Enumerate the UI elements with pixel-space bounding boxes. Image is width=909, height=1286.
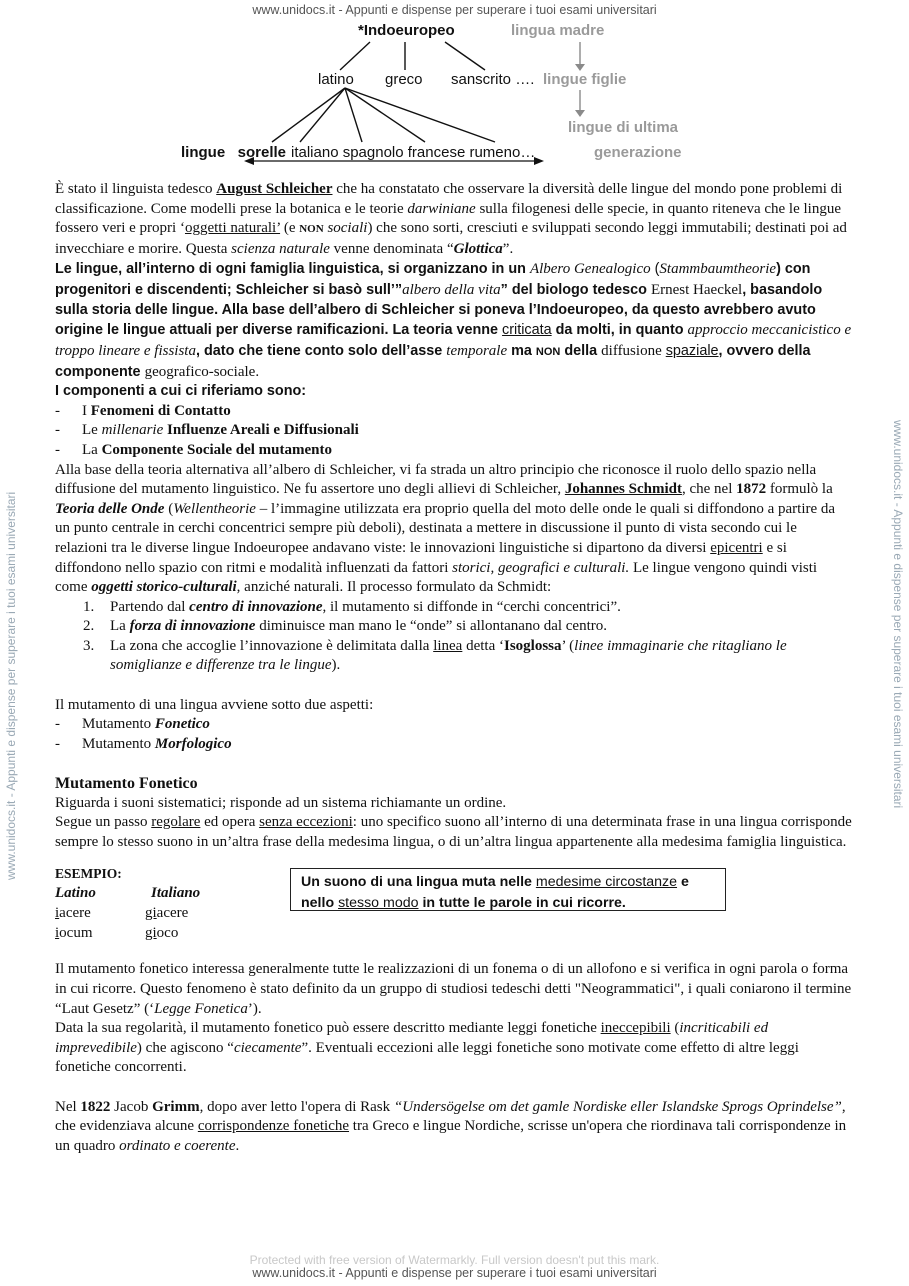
tree-root: *Indoeuropeo bbox=[358, 22, 455, 39]
tree-latino: latino bbox=[318, 71, 354, 88]
paragraph-neogrammatici: Il mutamento fonetico interessa generalmente tutte le realizzazioni di un fonema o di un allofono e si verifica in ogni parola o forma in cui ricorre. Questo fenomeno è stato definito da un gruppo di studiosi tedeschi detti "Neogrammatici", i quali coniarono il termine “Laut Gesetz” (‘Legge Fonetica’). bbox=[55, 961, 852, 1017]
paragraph-regolarita: Data la sua regolarità, il mutamento fonetico può essere descritto mediante leggi fonetiche ineccepibili (incriticabili ed imprevedibile) che agiscono “ciecamente”. Eventuali eccezioni alle leggi fonetiche sono motivate come effetto di altre leggi fonetiche concorrenti. bbox=[55, 1020, 799, 1076]
label-lingue-sorelle: lingue sorelle bbox=[181, 144, 287, 161]
watermark-top: www.unidocs.it - Appunti e dispense per superare i tuoi esami universitari bbox=[252, 3, 657, 17]
paragraph-grimm: Nel 1822 Jacob Grimm, dopo aver letto l'opera di Rask “Undersögelse om det gamle Nordiske eller Islandske Sprogs Oprindelse”, che evidenziava alcune corrispondenze fonetiche tra Greco e lingue Nordiche, scrisse un'opera che riordinava tali corrispondenze in un quadro ordinato e coerente. bbox=[55, 1098, 847, 1154]
components-intro: I componenti a cui ci riferiamo sono: bbox=[55, 383, 307, 400]
rule-box: Un suono di una lingua muta nelle medesime circostanze e nello stesso modo in tutte le parole in cui ricorre. bbox=[290, 868, 726, 911]
language-tree-diagram bbox=[0, 0, 909, 175]
label-lingue-figlie: lingue figlie bbox=[543, 71, 627, 88]
paragraph-albero-genealogico: Le lingue, all’interno di ogni famiglia linguistica, si organizzano in un Albero Genealogico (Stammbaumtheorie) con progenitori e discendenti; Schleicher si basò sull’”albero della vita” del biologo tedesco Ernest Haeckel, basandolo sulla storia delle lingue. Alla base dell’albero di Schleicher si poneva l’Indoeuropeo, da questo avrebbero avuto origine le lingue attuali per diverse ramificazioni. La teoria venne criticata da molti, in quanto approccio meccanicistico e troppo lineare e fissista, dato che tiene conto solo dell’asse temporale ma NON della diffusione spaziale, ovvero della componente geografico-sociale. bbox=[55, 261, 852, 380]
list-item: 1. Partendo dal centro di innovazione, il mutamento si diffonde in “cerchi concentrici”. bbox=[83, 598, 621, 615]
section-title-mutamento-fonetico: Mutamento Fonetico bbox=[55, 775, 198, 793]
document-body bbox=[55, 180, 853, 1156]
watermark-protected-notice: Protected with free version of Watermarkly. Full version doesn't put this mark. bbox=[249, 1253, 660, 1267]
paragraph-schleicher: È stato il linguista tedesco August Schleicher che ha constatato che osservare la diversità delle lingue del mondo pone problemi di classificazione. Come modelli prese la botanica e le teorie darwiniane sulla filogenesi delle specie, in quanto riteneva che le lingue fossero veri e propri ‘oggetti naturali’ (e NON sociali) che sono sorti, cresciuti e sviluppati secondo leggi immutabili; destinati poi ad invecchiare e morire. Questa scienza naturale venne denominata “Glottica”. bbox=[55, 181, 847, 257]
tree-greco: greco bbox=[385, 71, 423, 88]
tree-sanscrito: sanscrito …. bbox=[451, 71, 535, 88]
list-item: - Mutamento Fonetico bbox=[55, 716, 210, 733]
list-item: - Mutamento Morfologico bbox=[55, 735, 232, 752]
example-heading: ESEMPIO: bbox=[55, 866, 122, 882]
paragraph-schmidt: Alla base della teoria alternativa all’albero di Schleicher, vi fa strada un altro principio che riconosce il ruolo dello spazio nella diffusione del mutamento linguistico. Ne fu assertore uno degli allievi di Schleicher, Johannes Schmidt, che nel 1872 formulò la Teoria delle Onde (Wellentheorie – l’immagine utilizzata era proprio quella del moto delle onde le quali si diffondono a partire da un punto centrale in cerchi concentrici sempre più deboli), destinata a mettere in discussione il punto di vista secondo cui le relazioni tra le diverse lingue Indoeuropee andavano viste: le innovazioni linguistiche si dipartono da diversi epicentri e si diffondono nello spazio con ritmi e modalità influenzati da fattori storici, geografici e culturali. Le lingue vengono quindi visti come oggetti storico-culturali, anziché naturali. Il processo formulato da Schmidt: bbox=[55, 461, 836, 596]
fonetico-paragraph: Segue un passo regolare ed opera senza eccezioni: uno specifico suono all’interno di una determinata frase in una lingua corrisponde sempre lo stesso suono in un’altra frase della medesima lingua, o di un’altra lingua appartenente alla medesima famiglia linguistica. bbox=[55, 814, 852, 850]
tree-sisters-list: italiano spagnolo francese rumeno… bbox=[291, 144, 536, 161]
label-ultima-generazione: lingue di ultima bbox=[568, 119, 679, 136]
list-item: 3. La zona che accoglie l’innovazione è delimitata dalla linea detta ‘Isoglossa’ (linee immaginarie che ritagliano le somiglianze e differenze tra le lingue). bbox=[83, 637, 787, 674]
watermark-right: www.unidocs.it - Appunti e dispense per superare i tuoi esami universitari bbox=[891, 420, 905, 809]
label-lingua-madre: lingua madre bbox=[511, 22, 605, 39]
list-item: 2. La forza di innovazione diminuisce man mano le “onde” si allontanano dal centro. bbox=[83, 618, 607, 635]
aspects-intro: Il mutamento di una lingua avviene sotto due aspetti: bbox=[55, 696, 374, 713]
list-item: - La Componente Sociale del mutamento bbox=[55, 441, 332, 458]
example-col-latino: Latino iacere iocum bbox=[55, 885, 96, 941]
fonetico-line-1: Riguarda i suoni sistematici; risponde ad un sistema richiamante un ordine. bbox=[55, 794, 507, 811]
watermark-bottom: www.unidocs.it - Appunti e dispense per superare i tuoi esami universitari bbox=[252, 1266, 657, 1280]
watermark-left: www.unidocs.it - Appunti e dispense per superare i tuoi esami universitari bbox=[4, 491, 18, 880]
example-col-italiano: Italiano giacere gioco bbox=[145, 885, 201, 941]
list-item: - I Fenomeni di Contatto bbox=[55, 402, 231, 419]
example-block bbox=[55, 860, 853, 948]
list-item: - Le millenarie Influenze Areali e Diffusionali bbox=[55, 422, 359, 439]
label-generazione: generazione bbox=[594, 144, 682, 161]
